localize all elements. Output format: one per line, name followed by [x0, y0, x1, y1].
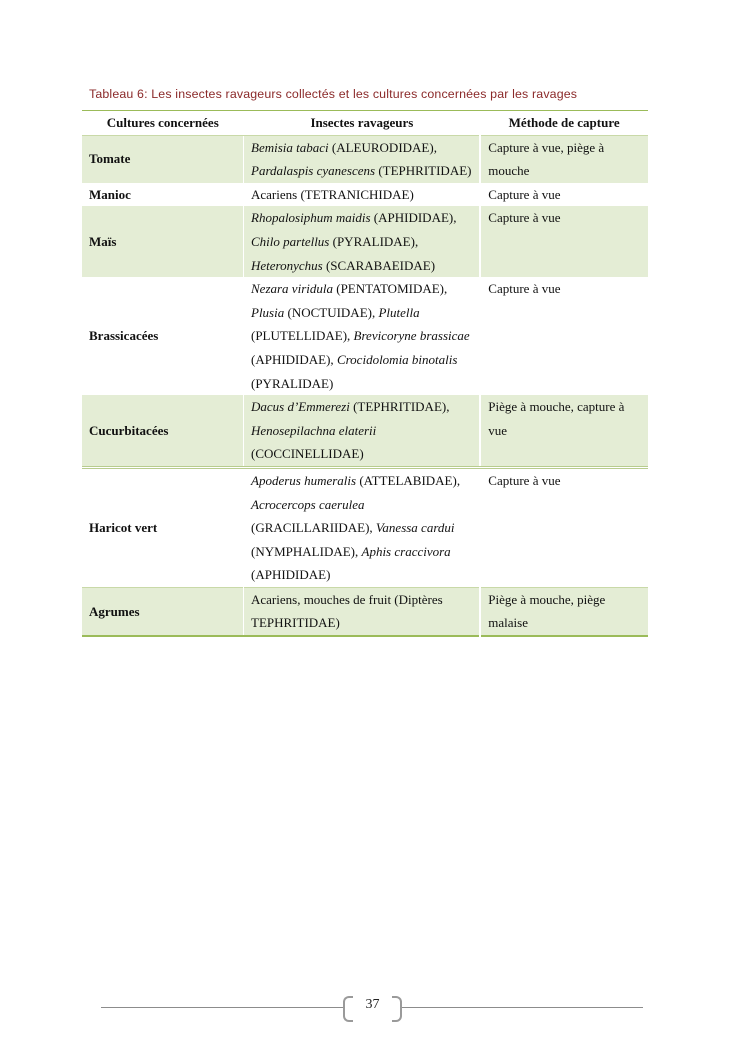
right-bracket-icon — [392, 996, 402, 1022]
method-cell: Capture à vue — [480, 206, 648, 277]
insect-pest-table — [82, 110, 648, 637]
crop-cell: Tomate — [82, 135, 244, 183]
insects-cell: Nezara viridula (PENTATOMIDAE), Plusia (NOCTUIDAE), Plutella (PLUTELLIDAE), Brevicoryne brassicae (APHIDIDAE), Crocidolomia binotalis (PYRALIDAE) — [244, 277, 481, 395]
header-insectes: Insectes ravageurs — [244, 111, 481, 136]
table-row — [82, 587, 648, 636]
method-cell: Capture à vue — [488, 186, 561, 202]
crop-cell: Manioc — [89, 186, 131, 202]
table-row — [82, 135, 648, 183]
table-row — [82, 183, 648, 207]
insects-cell: Bemisia tabaci (ALEURODIDAE), Pardalaspis cyanescens (TEPHRITIDAE) — [244, 135, 481, 183]
table-header-row — [82, 111, 648, 136]
footer-rule-left — [101, 1007, 343, 1008]
insects-cell: Dacus d’Emmerezi (TEPHRITIDAE), Henosepilachna elaterii (COCCINELLIDAE) — [244, 395, 481, 467]
crop-cell: Maïs — [82, 206, 244, 277]
method-cell: Piège à mouche, capture à vue — [480, 395, 648, 467]
left-bracket-icon — [343, 996, 353, 1022]
crop-cell: Agrumes — [82, 587, 244, 636]
insects-cell: Acariens (TETRANICHIDAE) — [244, 183, 481, 207]
table-row — [82, 206, 648, 277]
method-cell: Capture à vue — [488, 281, 561, 297]
crop-cell: Haricot vert — [82, 467, 244, 587]
insects-cell: Acariens, mouches de fruit (Diptères TEPHRITIDAE) — [244, 587, 481, 636]
table-caption: Tableau 6: Les insectes ravageurs collectés et les cultures concernées par les ravages — [89, 87, 578, 101]
method-cell: Piège à mouche, piège malaise — [480, 587, 648, 636]
footer-rule-right — [400, 1007, 643, 1008]
page-number: 37 — [365, 997, 380, 1012]
header-methode: Méthode de capture — [480, 111, 648, 136]
method-cell: Capture à vue, piège à mouche — [480, 135, 648, 183]
table-row — [82, 277, 648, 395]
header-cultures: Cultures concernées — [82, 111, 244, 136]
insects-cell: Apoderus humeralis (ATTELABIDAE), Acrocercops caerulea (GRACILLARIIDAE), Vanessa cardui (NYMPHALIDAE), Aphis craccivora (APHIDIDAE) — [244, 467, 481, 587]
insects-cell: Rhopalosiphum maidis (APHIDIDAE), Chilo partellus (PYRALIDAE), Heteronychus (SCARABAEIDAE) — [244, 206, 481, 277]
crop-cell: Brassicacées — [89, 328, 159, 344]
method-cell: Capture à vue — [480, 467, 648, 587]
table-row — [82, 467, 648, 587]
table-row — [82, 395, 648, 467]
crop-cell: Cucurbitacées — [82, 395, 244, 467]
